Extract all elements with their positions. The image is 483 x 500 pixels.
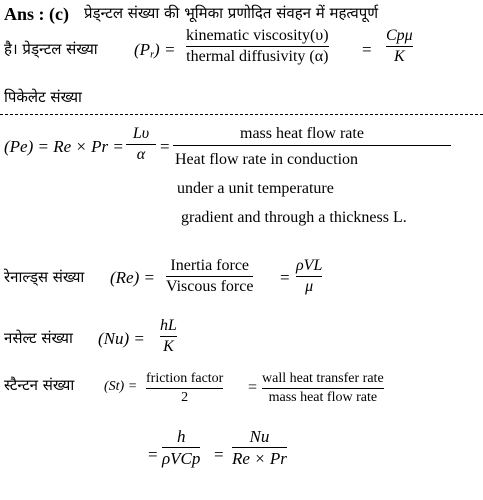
- stanton-fraction-friction: friction factor 2: [146, 371, 224, 405]
- equals-sign: =: [280, 268, 290, 287]
- equals-sign: =: [160, 137, 170, 156]
- prandtl-intro-text: प्रेड्न्टल संख्या की भूमिका प्रणोदित संवहन में महत्वपूर्ण: [84, 4, 379, 22]
- prandtl-numerator: kinematic viscosity(υ): [186, 27, 329, 44]
- peclet-explanation-line2: under a unit temperature: [177, 180, 334, 197]
- equals-sign: =: [214, 445, 224, 464]
- equals-sign: =: [148, 445, 158, 464]
- nusselt-label: नसेल्ट संख्या: [4, 329, 73, 347]
- cp-mu-numerator: Cpμ: [386, 27, 413, 44]
- prandtl-denominator: thermal diffusivity (α): [186, 48, 329, 65]
- peclet-explanation-line3: gradient and through a thickness L.: [181, 209, 407, 226]
- prandtl-fraction-viscosity: [186, 28, 329, 65]
- stanton-fraction-nu: Nu Re × Pr: [232, 427, 287, 468]
- prandtl-symbol: $(P_r)$ =: [134, 40, 176, 61]
- peclet-title: पिकेलेट संख्या: [4, 88, 82, 106]
- fraction-bar: [186, 46, 329, 47]
- k-denominator: K: [394, 48, 405, 65]
- equals-sign: =: [362, 40, 372, 59]
- stanton-label: स्टैन्टन संख्या: [4, 376, 75, 394]
- reynolds-fraction-rhovl: ρVL μ: [296, 257, 323, 295]
- prandtl-fraction-cpmu: [386, 28, 413, 65]
- reynolds-symbol: (Re) =: [110, 268, 155, 287]
- reynolds-label: रेनाल्ड्स संख्या: [4, 268, 85, 286]
- stanton-fraction-wall-heat: wall heat transfer rate mass heat flow rate: [262, 371, 384, 405]
- fraction-bar-long: [173, 145, 451, 146]
- reynolds-fraction-force: Inertia force Viscous force: [166, 257, 254, 295]
- stanton-fraction-h: h ρVCp: [162, 427, 201, 468]
- nusselt-symbol: (Nu) =: [98, 329, 145, 348]
- mass-heat-flow-numerator: mass heat flow rate: [240, 125, 364, 142]
- prandtl-line-prefix: है। प्रेड्न्टल संख्या: [4, 40, 98, 58]
- section-divider: [0, 114, 483, 115]
- equals-sign: =: [248, 379, 258, 396]
- nusselt-fraction: hL K: [160, 317, 177, 355]
- peclet-fraction-lv: Lυ α: [126, 126, 156, 163]
- stanton-symbol: (St) =: [104, 379, 138, 394]
- answer-label: Ans : (c): [4, 4, 69, 24]
- peclet-lhs: (Pe) = Re × Pr =: [4, 137, 124, 156]
- heat-flow-conduction-denominator: Heat flow rate in conduction: [175, 151, 359, 168]
